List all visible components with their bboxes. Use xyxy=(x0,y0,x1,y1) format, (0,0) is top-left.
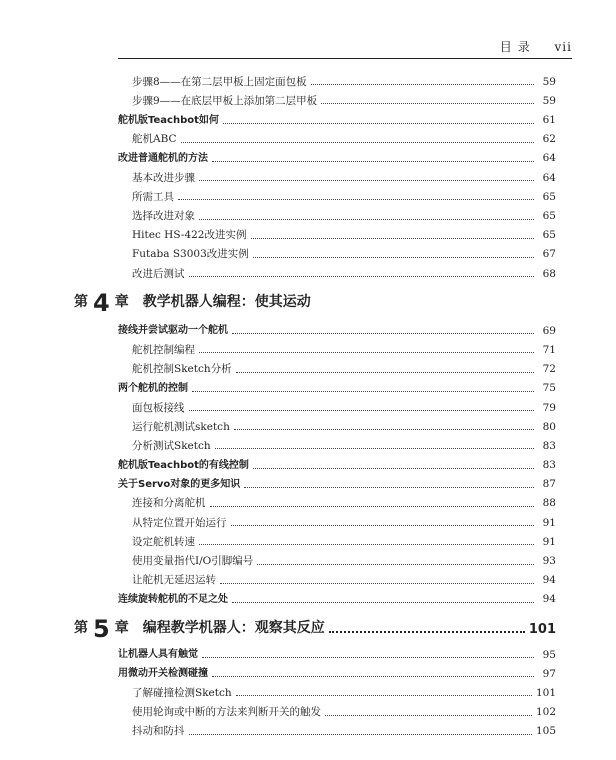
dot-leader xyxy=(321,99,534,104)
toc-entry-label: 让机器人具有触觉 xyxy=(118,649,198,661)
dot-leader xyxy=(212,157,534,162)
toc-entry-page-number: 67 xyxy=(542,248,556,261)
toc-entry-label: 连续旋转舵机的不足之处 xyxy=(118,593,228,605)
dot-leader xyxy=(257,560,534,565)
chapter-number: 5 xyxy=(93,614,110,643)
chapter-suffix: 章 xyxy=(114,294,129,311)
toc-entry-page-number: 69 xyxy=(542,324,556,337)
table-of-contents xyxy=(0,68,616,737)
toc-subsection-entry[interactable] xyxy=(0,490,556,509)
toc-entry-label: 舵机版Teachbot如何 xyxy=(118,114,219,126)
dot-leader xyxy=(329,627,525,633)
dot-leader xyxy=(311,80,534,85)
chapter-heading[interactable] xyxy=(0,605,556,641)
dot-leader xyxy=(181,138,534,143)
toc-entry-label: 两个舵机的控制 xyxy=(118,382,188,394)
dot-leader xyxy=(199,176,534,181)
toc-subsection-entry[interactable] xyxy=(0,241,556,260)
toc-subsection-entry[interactable] xyxy=(0,432,556,451)
toc-entry-page-number: 97 xyxy=(542,667,556,680)
toc-entry-page-number: 83 xyxy=(542,459,556,472)
toc-section-entry[interactable] xyxy=(0,375,556,394)
toc-section-entry[interactable] xyxy=(0,317,556,336)
toc-subsection-entry[interactable] xyxy=(0,718,556,737)
dot-leader xyxy=(178,195,534,200)
toc-subsection-entry[interactable] xyxy=(0,567,556,586)
toc-entry-label: 设定舵机转速 xyxy=(132,535,195,548)
toc-entry-label: 从特定位置开始运行 xyxy=(132,516,227,529)
dot-leader xyxy=(234,425,534,430)
toc-section-entry[interactable] xyxy=(0,660,556,679)
chapter-prefix: 第 xyxy=(74,619,88,636)
toc-entry-page-number: 83 xyxy=(542,439,556,452)
dot-leader xyxy=(236,691,532,696)
chapter-heading[interactable] xyxy=(0,279,556,318)
toc-entry-label: 舵机控制编程 xyxy=(132,343,195,356)
toc-entry-label: 选择改进对象 xyxy=(132,210,195,222)
toc-entry-label: 用微动开关检测碰撞 xyxy=(118,668,208,680)
toc-subsection-entry[interactable] xyxy=(0,413,556,432)
running-header xyxy=(500,38,572,55)
chapter-prefix: 第 xyxy=(74,294,88,311)
toc-entry-page-number: 68 xyxy=(542,267,556,280)
toc-entry-page-number: 65 xyxy=(542,229,556,242)
toc-entry-label: 连接和分离舵机 xyxy=(132,497,206,510)
toc-entry-page-number: 59 xyxy=(542,94,556,107)
dot-leader xyxy=(244,483,534,488)
dot-leader xyxy=(325,711,532,716)
dot-leader xyxy=(232,598,534,603)
toc-entry-page-number: 88 xyxy=(542,497,556,510)
toc-entry-page-number: 65 xyxy=(542,210,556,222)
dot-leader xyxy=(251,234,535,239)
toc-subsection-entry[interactable] xyxy=(0,547,556,566)
dot-leader xyxy=(192,387,534,392)
dot-leader xyxy=(223,119,534,124)
dot-leader xyxy=(220,579,534,584)
dot-leader xyxy=(231,521,535,526)
toc-section-entry[interactable] xyxy=(0,451,556,470)
toc-entry-page-number: 93 xyxy=(542,555,556,567)
toc-entry-page-number: 95 xyxy=(542,648,556,661)
toc-entry-label: 让舵机无延迟运转 xyxy=(132,574,216,587)
toc-subsection-entry[interactable] xyxy=(0,126,556,145)
toc-entry-page-number: 79 xyxy=(542,401,556,414)
chapter-suffix: 章 xyxy=(114,619,129,636)
toc-entry-page-number: 64 xyxy=(542,171,556,184)
toc-entry-page-number: 87 xyxy=(542,478,556,491)
toc-entry-label: 抖动和防抖 xyxy=(132,725,185,738)
toc-subsection-entry[interactable] xyxy=(0,87,556,106)
toc-entry-label: 使用变量指代I/O引脚编号 xyxy=(132,555,254,567)
dot-leader xyxy=(253,253,534,258)
toc-section-entry[interactable] xyxy=(0,471,556,490)
toc-subsection-entry[interactable] xyxy=(0,183,556,202)
toc-entry-label: Hitec HS-422改进实例 xyxy=(132,229,247,242)
toc-entry-page-number: 91 xyxy=(542,516,556,529)
toc-entry-page-number: 59 xyxy=(542,75,556,88)
toc-section-entry[interactable] xyxy=(0,586,556,605)
toc-entry-page-number: 91 xyxy=(542,535,556,548)
chapter-number: 4 xyxy=(93,289,110,318)
toc-entry-label: 步骤9——在底层甲板上添加第二层甲板 xyxy=(132,94,318,107)
toc-section-entry[interactable] xyxy=(0,106,556,125)
dot-leader xyxy=(215,444,534,449)
toc-entry-page-number: 65 xyxy=(542,190,556,203)
dot-leader xyxy=(199,348,534,353)
toc-entry-page-number: 64 xyxy=(542,152,556,165)
toc-section-entry[interactable] xyxy=(0,641,556,660)
dot-leader xyxy=(189,730,532,735)
toc-entry-label: Futaba S3003改进实例 xyxy=(132,248,249,261)
toc-entry-label: 舵机版Teachbot的有线控制 xyxy=(118,459,249,471)
dot-leader xyxy=(189,406,535,411)
toc-entry-label: 舵机ABC xyxy=(132,133,177,146)
header-title: 目录 xyxy=(499,40,536,54)
chapter-page-number: 101 xyxy=(528,621,556,637)
header-rule xyxy=(118,58,572,59)
toc-entry-page-number: 94 xyxy=(542,593,556,606)
toc-subsection-entry[interactable] xyxy=(0,68,556,87)
toc-entry-label: 改进后测试 xyxy=(132,267,185,280)
chapter-title: 编程教学机器人：观察其反应 xyxy=(142,619,325,636)
dot-leader xyxy=(202,653,534,658)
toc-entry-label: 分析测试Sketch xyxy=(132,439,211,452)
dot-leader xyxy=(253,464,534,469)
toc-subsection-entry[interactable] xyxy=(0,336,556,355)
toc-entry-page-number: 71 xyxy=(542,343,556,356)
dot-leader xyxy=(236,368,534,373)
dot-leader xyxy=(199,540,534,545)
toc-subsection-entry[interactable] xyxy=(0,698,556,717)
toc-entry-label: 关于Servo对象的更多知识 xyxy=(118,478,241,490)
toc-subsection-entry[interactable] xyxy=(0,509,556,528)
toc-subsection-entry[interactable] xyxy=(0,164,556,183)
toc-subsection-entry[interactable] xyxy=(0,222,556,241)
toc-entry-label: 面包板接线 xyxy=(132,401,185,414)
toc-entry-label: 舵机控制Sketch分析 xyxy=(132,363,232,376)
dot-leader xyxy=(210,502,535,507)
toc-entry-page-number: 61 xyxy=(542,114,556,127)
toc-subsection-entry[interactable] xyxy=(0,394,556,413)
dot-leader xyxy=(232,329,534,334)
dot-leader xyxy=(199,215,534,220)
toc-entry-label: 接线并尝试驱动一个舵机 xyxy=(118,325,228,337)
toc-entry-label: 运行舵机测试sketch xyxy=(132,420,230,433)
toc-entry-label: 改进普通舵机的方法 xyxy=(118,152,208,164)
toc-entry-page-number: 75 xyxy=(542,382,556,395)
toc-entry-page-number: 101 xyxy=(535,686,556,699)
chapter-title: 教学机器人编程：使其运动 xyxy=(142,294,311,311)
toc-entry-label: 步骤8——在第二层甲板上固定面包板 xyxy=(132,75,307,88)
toc-entry-label: 使用轮询或中断的方法来判断开关的触发 xyxy=(132,706,321,719)
toc-entry-page-number: 62 xyxy=(542,133,556,146)
toc-entry-page-number: 72 xyxy=(542,363,556,376)
dot-leader xyxy=(189,272,535,277)
toc-section-entry[interactable] xyxy=(0,145,556,164)
toc-subsection-entry[interactable] xyxy=(0,679,556,698)
toc-subsection-entry[interactable] xyxy=(0,528,556,547)
toc-entry-label: 所需工具 xyxy=(132,190,174,203)
toc-entry-label: 基本改进步骤 xyxy=(132,171,195,184)
toc-entry-label: 了解碰撞检测Sketch xyxy=(132,686,232,699)
dot-leader xyxy=(212,672,534,677)
toc-entry-page-number: 80 xyxy=(542,420,556,433)
toc-entry-page-number: 94 xyxy=(542,574,556,587)
toc-subsection-entry[interactable] xyxy=(0,355,556,374)
toc-entry-page-number: 102 xyxy=(535,706,556,719)
toc-subsection-entry[interactable] xyxy=(0,202,556,221)
header-page-number: vii xyxy=(554,40,572,54)
toc-entry-page-number: 105 xyxy=(535,725,556,738)
toc-subsection-entry[interactable] xyxy=(0,260,556,279)
